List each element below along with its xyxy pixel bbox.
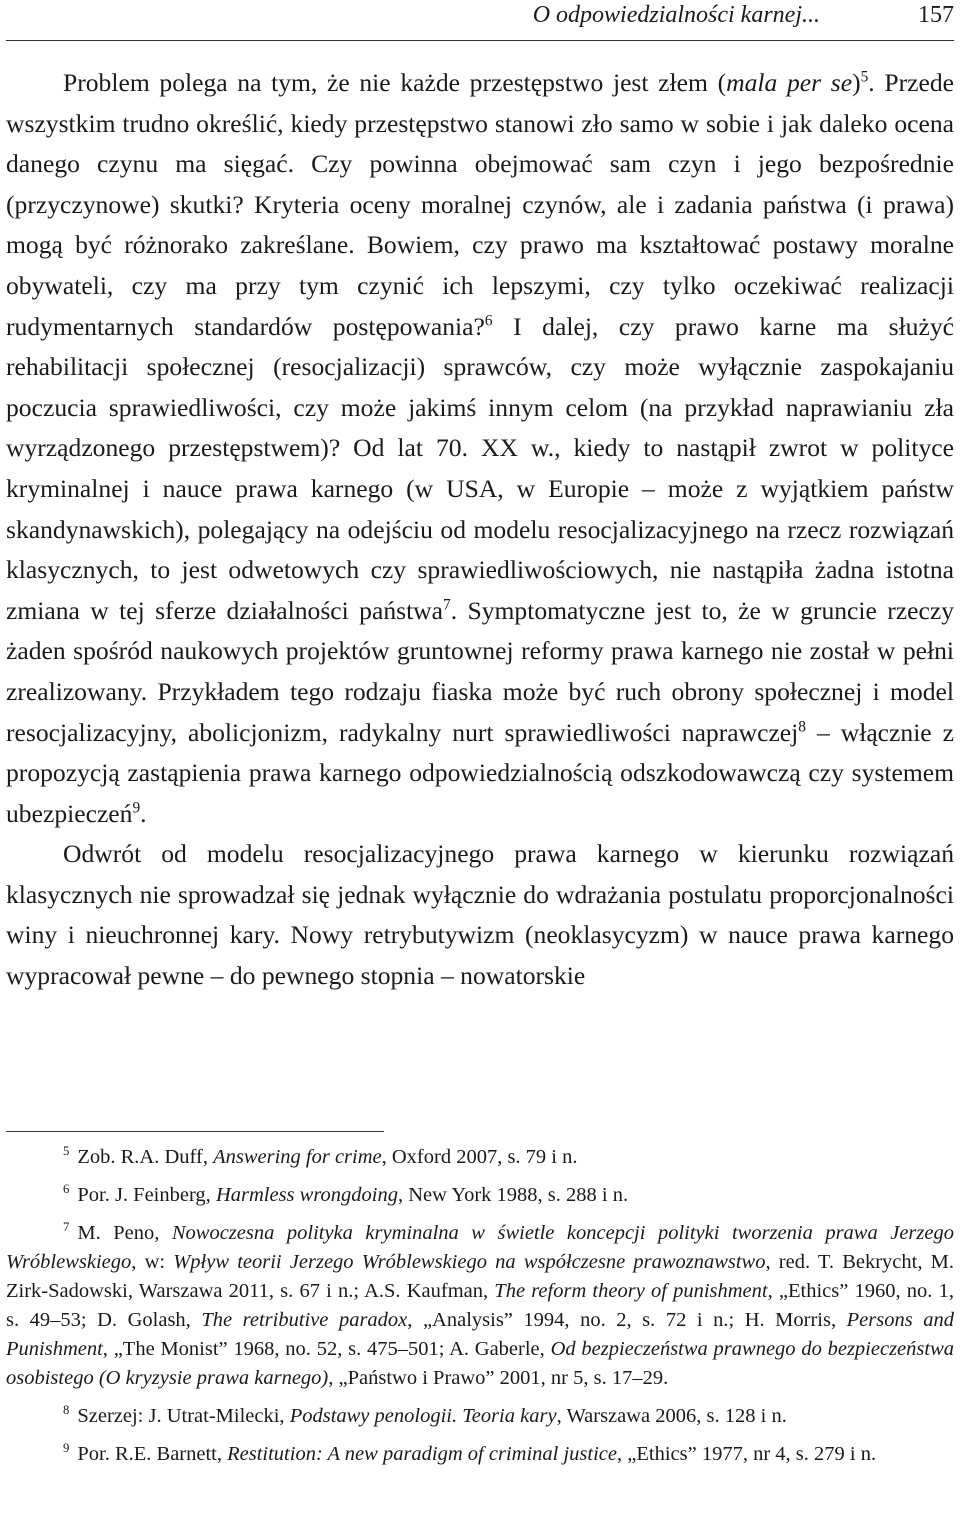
text-run: , „Analysis” 1994, no. 2, s. 72 i n.; H. Morris,	[407, 1309, 847, 1331]
running-title: O odpowiedzialności karnej...	[532, 2, 820, 28]
footnote-rule	[6, 1131, 384, 1132]
footnote-number: 8	[63, 1403, 70, 1418]
page-header	[0, 0, 960, 44]
text-run: , „Ethics” 1977, nr 4, s. 279 i n.	[617, 1443, 877, 1465]
footnote-ref-9[interactable]: 9	[132, 799, 141, 817]
footnote-9	[6, 1440, 954, 1469]
text-run: , red. T. Bekrycht, M. Zirk-Sadowski, Warszawa 2011, s. 67 i n.; A.S. Kaufman,	[6, 1251, 954, 1302]
italic-run: Restitution: A new paradigm of criminal justice	[227, 1443, 617, 1465]
text-run: , „Ethics” 1960, no. 1, s. 49–53; D. Golash,	[6, 1280, 954, 1331]
main-text	[6, 63, 954, 997]
text-run: , „Państwo i Prawo” 2001, nr 5, s. 17–29.	[328, 1367, 669, 1389]
text-run: , w:	[131, 1251, 174, 1273]
italic-run: Harmless wrongdoing	[215, 1184, 398, 1206]
text-run: . Przede wszystkim trudno określić, kiedy przestępstwo stanowi zło samo w sobie i jak daleko ocena danego czynu ma sięgać. Czy powinna obejmować sam czyn i jego bezpośrednie (przyczynowe) skutki? Kryteria oceny moralnej czynów, ale i zadania państwa (i prawa) mogą być różnorako zakreślane. Bowiem, czy prawo ma kształtować postawy moralne obywateli, czy ma przy tym czynić ich lepszymi, czy tylko oczekiwać realizacji rudymentarnych standardów postępowania?	[6, 68, 954, 341]
text-run: Por. J. Feinberg,	[77, 1184, 216, 1206]
italic-run: The retributive paradox	[201, 1309, 408, 1331]
footnote-8	[6, 1402, 954, 1431]
footnote-ref-7[interactable]: 7	[443, 596, 451, 614]
header-rule	[6, 40, 954, 41]
paragraph-2: Odwrót od modelu resocjalizacyjnego prawa karnego w kierunku rozwiązań klasycznych nie sprowadzał się jednak wyłącznie do wdrażania postulatu proporcjonalności winy i nieuchronnej kary. Nowy retrybutywizm (neoklasycyzm) w nauce prawa karnego wypracował pewne – do pewnego stopnia – nowatorskie	[6, 839, 954, 991]
footnotes	[6, 1143, 954, 1478]
footnote-number: 5	[63, 1144, 70, 1159]
footnote-number: 9	[63, 1441, 70, 1456]
text-run: )	[852, 68, 861, 97]
text-run: , Warszawa 2006, s. 128 i n.	[556, 1405, 787, 1427]
text-run: , Oxford 2007, s. 79 i n.	[381, 1146, 578, 1168]
italic-run: Answering for crime	[213, 1146, 382, 1168]
italic-run: mala per se	[726, 68, 853, 97]
italic-run: Nowoczesna polityka kryminalna w świetle koncepcji polityki tworzenia prawa Jerzego Wróblewskiego	[6, 1222, 954, 1273]
text-run: , „The Monist” 1968, no. 52, s. 475–501; A. Gaberle,	[102, 1338, 551, 1360]
text-run: I dalej, czy prawo karne ma służyć rehabilitacji społecznej (resocjalizacji) sprawców, czy może wyłącznie zaspokajaniu poczucia sprawiedliwości, czy może jakimś innym celom (na przykład naprawianiu zła wyrządzonego przestępstwem)? Od lat 70. XX w., kiedy to nastąpił zwrot w polityce kryminalnej i nauce prawa karnego (w USA, w Europie – może z wyjątkiem państw skandynawskich), polegający na odejściu od modelu resocjalizacyjnego na rzecz rozwiązań klasycznych, to jest odwetowych czy sprawiedliwościowych, nie nastąpiła żadna istotna zmiana w tej sferze działalności państwa	[6, 311, 954, 625]
page-number: 157	[918, 2, 954, 28]
text-run: – włącznie z propozycją zastąpienia prawa karnego odpowiedzialnością odszkodowawczą czy systemem ubezpieczeń	[6, 717, 954, 828]
footnote-ref-5[interactable]: 5	[860, 68, 869, 86]
footnote-number: 6	[63, 1182, 70, 1197]
footnote-5	[6, 1143, 954, 1172]
text-run: Szerzej: J. Utrat-Milecki,	[77, 1405, 290, 1427]
text-run: Zob. R.A. Duff,	[77, 1146, 214, 1168]
paragraph-1	[6, 63, 954, 834]
text-run: Problem polega na tym, że nie każde przestępstwo jest złem (	[63, 68, 727, 97]
footnote-number: 7	[63, 1220, 70, 1235]
italic-run: The reform theory of punishment	[494, 1280, 768, 1302]
italic-run: Od bezpieczeństwa prawnego do bezpieczeństwa osobistego (O kryzysie prawa karnego)	[6, 1338, 955, 1389]
italic-run: Podstawy penologii. Teoria kary	[289, 1405, 557, 1427]
text-run: M. Peno,	[77, 1222, 172, 1244]
footnote-6	[6, 1181, 954, 1210]
footnote-ref-8[interactable]: 8	[798, 717, 806, 735]
footnote-7	[6, 1219, 954, 1393]
italic-run: Persons and Punishment	[6, 1309, 954, 1360]
text-run: .	[140, 798, 147, 828]
text-run: . Symptomatyczne jest to, że w gruncie rzeczy żaden spośród naukowych projektów gruntownej reformy prawa karnego nie został w pełni zrealizowany. Przykładem tego rodzaju fiaska może być ruch obrony społecznej i model resocjalizacyjny, abolicjonizm, radykalny nurt sprawiedliwości naprawczej	[6, 595, 954, 747]
italic-run: Wpływ teorii Jerzego Wróblewskiego na współczesne prawoznawstwo	[173, 1251, 766, 1273]
text-run: , New York 1988, s. 288 i n.	[398, 1184, 629, 1206]
footnote-ref-6[interactable]: 6	[484, 312, 493, 330]
text-run: Por. R.E. Barnett,	[77, 1443, 228, 1465]
